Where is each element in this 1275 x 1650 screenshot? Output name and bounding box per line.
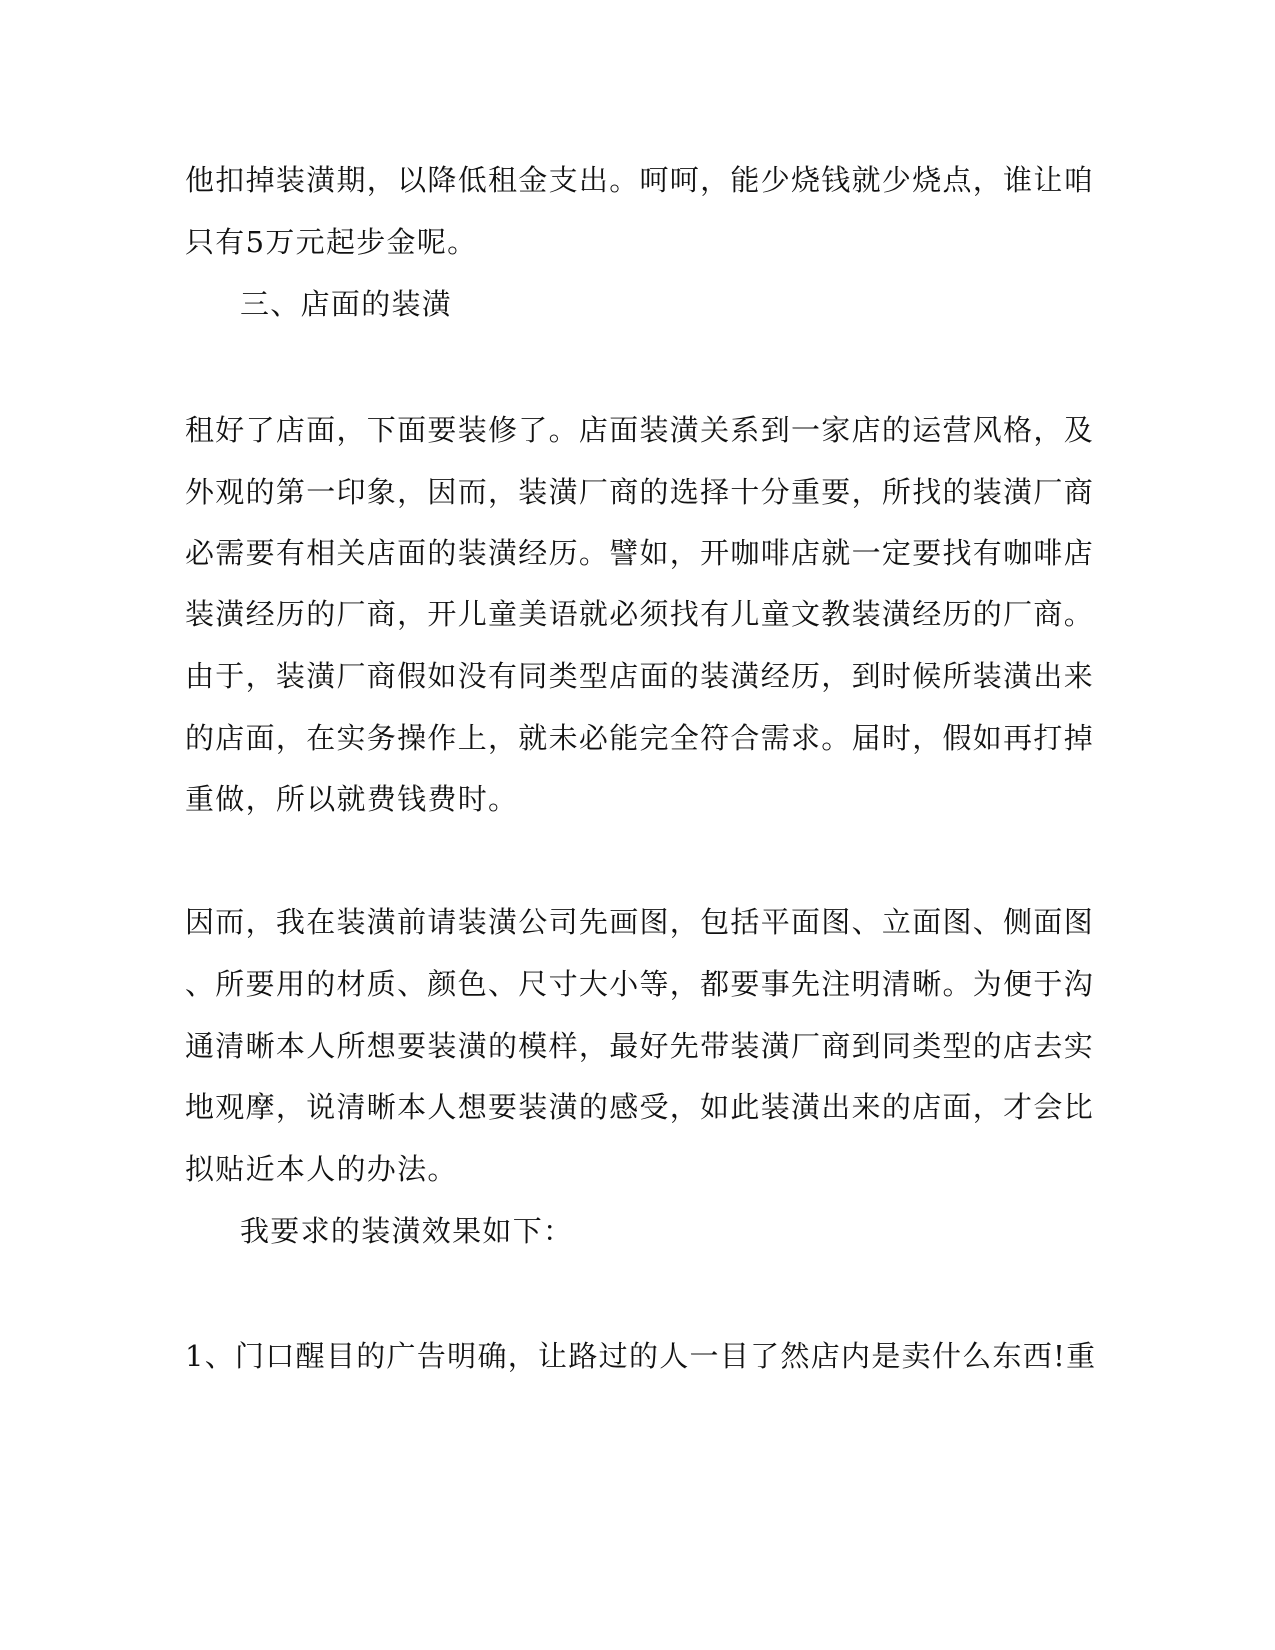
- list-item: 1、门口醒目的广告明确，让路过的人一目了然店内是卖什么东西!重: [185, 1339, 1097, 1373]
- paragraph-line: 的店面，在实务操作上，就未必能完全符合需求。届时，假如再打掉: [185, 721, 1095, 755]
- paragraph-line: 由于，装潢厂商假如没有同类型店面的装潢经历，到时候所装潢出来: [185, 659, 1095, 693]
- paragraph-line: 必需要有相关店面的装潢经历。譬如，开咖啡店就一定要找有咖啡店: [185, 536, 1095, 570]
- paragraph-line: 通清晰本人所想要装潢的模样，最好先带装潢厂商到同类型的店去实: [185, 1029, 1095, 1063]
- paragraph-line: 租好了店面，下面要装修了。店面装潢关系到一家店的运营风格，及: [185, 413, 1095, 447]
- paragraph-line: 地观摩，说清晰本人想要装潢的感受，如此装潢出来的店面，才会比: [185, 1090, 1095, 1124]
- paragraph-line: 因而，我在装潢前请装潢公司先画图，包括平面图、立面图、侧面图: [185, 905, 1095, 939]
- paragraph-line: 他扣掉装潢期，以降低租金支出。呵呵，能少烧钱就少烧点，谁让咱: [185, 163, 1095, 197]
- section-heading: 三、店面的装潢: [240, 287, 453, 321]
- paragraph-line: 装潢经历的厂商，开儿童美语就必须找有儿童文教装潢经历的厂商。: [185, 597, 1095, 631]
- paragraph-line: 我要求的装潢效果如下：: [240, 1214, 574, 1248]
- paragraph-line: 、所要用的材质、颜色、尺寸大小等，都要事先注明清晰。为便于沟: [185, 967, 1095, 1001]
- paragraph-line: 只有5万元起步金呢。: [185, 225, 478, 259]
- paragraph-line: 重做，所以就费钱费时。: [185, 782, 519, 816]
- paragraph-line: 拟贴近本人的办法。: [185, 1152, 458, 1186]
- paragraph-line: 外观的第一印象，因而，装潢厂商的选择十分重要，所找的装潢厂商: [185, 475, 1095, 509]
